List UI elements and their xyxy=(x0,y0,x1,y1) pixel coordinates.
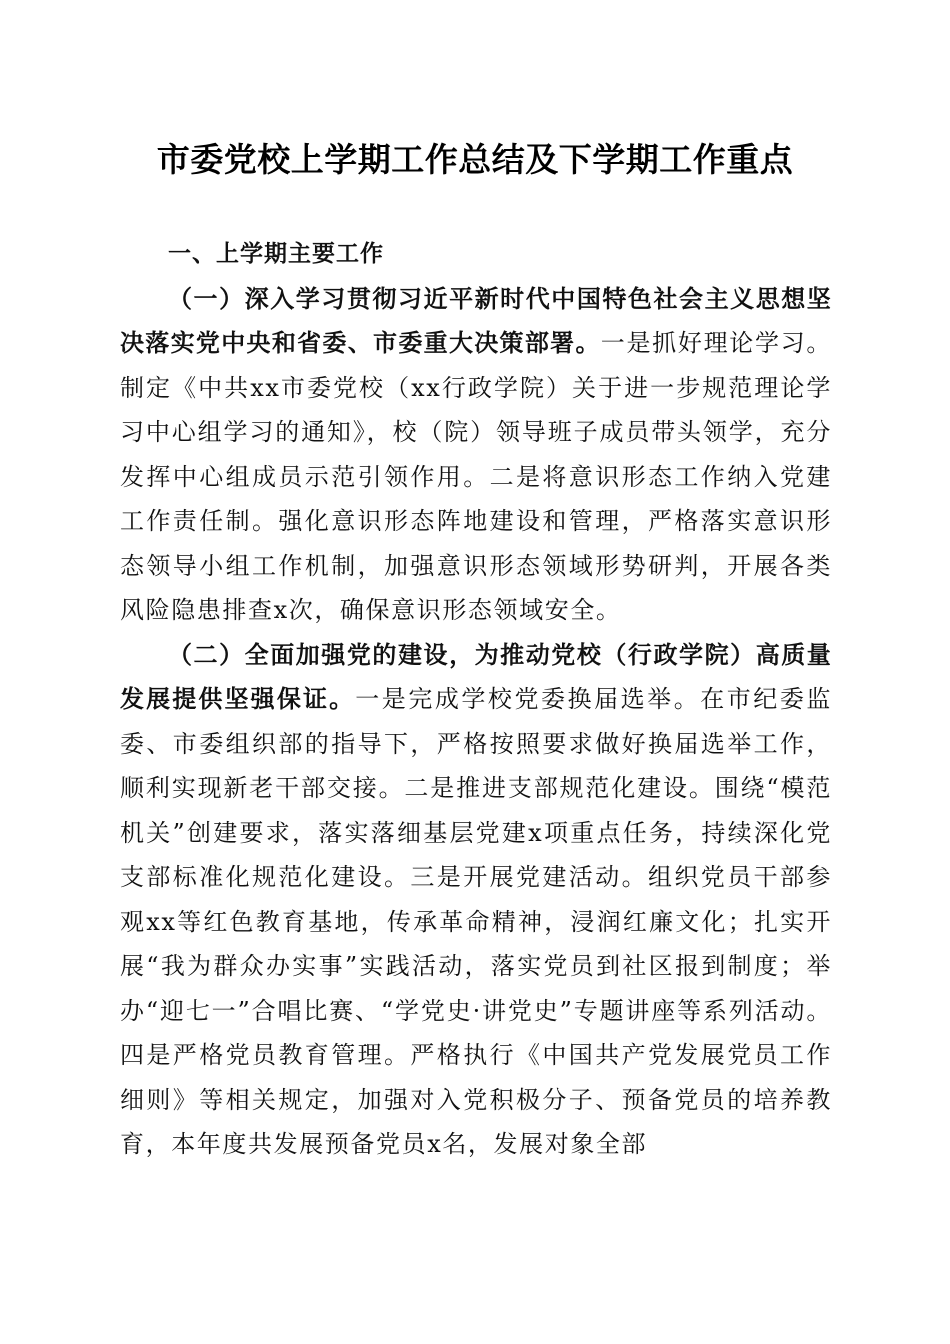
section-heading: 一、上学期主要工作 xyxy=(168,241,384,267)
paragraph-1-body: 一是抓好理论学习。制定《中共xx市委党校（xx行政学院）关于进一步规范理论学习中心组学习的通知》，校（院）领导班子成员带头领学，充分发挥中心组成员示范引领作用。二是将意识形态工作纳入党建工作责任制。强化意识形态阵地建设和管理，严格落实意识形态领导小组工作机制，加强意识形态领域形势研判，开展各类风险隐患排查x次，确保意识形态领域安全。 xyxy=(120,329,832,624)
paragraph-1 xyxy=(120,277,832,633)
paragraph-2 xyxy=(120,633,832,1167)
document-body xyxy=(120,232,832,1167)
paragraph-2-lead: （二）全面加强党的建设，为推动党校（行政学院）高质量发展提供坚强保证。 xyxy=(120,640,832,713)
paragraph-2-body: 一是完成学校党委换届选举。在市纪委监委、市委组织部的指导下，严格按照要求做好换届选举工作，顺利实现新老干部交接。二是推进支部规范化建设。围绕“模范机关”创建要求，落实落细基层党建x项重点任务，持续深化党支部标准化规范化建设。三是开展党建活动。组织党员干部参观xx等红色教育基地，传承革命精神，浸润红廉文化；扎实开展“我为群众办实事”实践活动，落实党员到社区报到制度；举办“迎七一”合唱比赛、“学党史·讲党史”专题讲座等系列活动。四是严格党员教育管理。严格执行《中国共产党发展党员工作细则》等相关规定，加强对入党积极分子、预备党员的培养教育，本年度共发展预备党员x名，发展对象全部 xyxy=(120,685,832,1158)
paragraph-1-lead: （一）深入学习贯彻习近平新时代中国特色社会主义思想坚决落实党中央和省委、市委重大决策部署。 xyxy=(120,284,832,357)
document-title: 市委党校上学期工作总结及下学期工作重点 xyxy=(156,140,794,179)
